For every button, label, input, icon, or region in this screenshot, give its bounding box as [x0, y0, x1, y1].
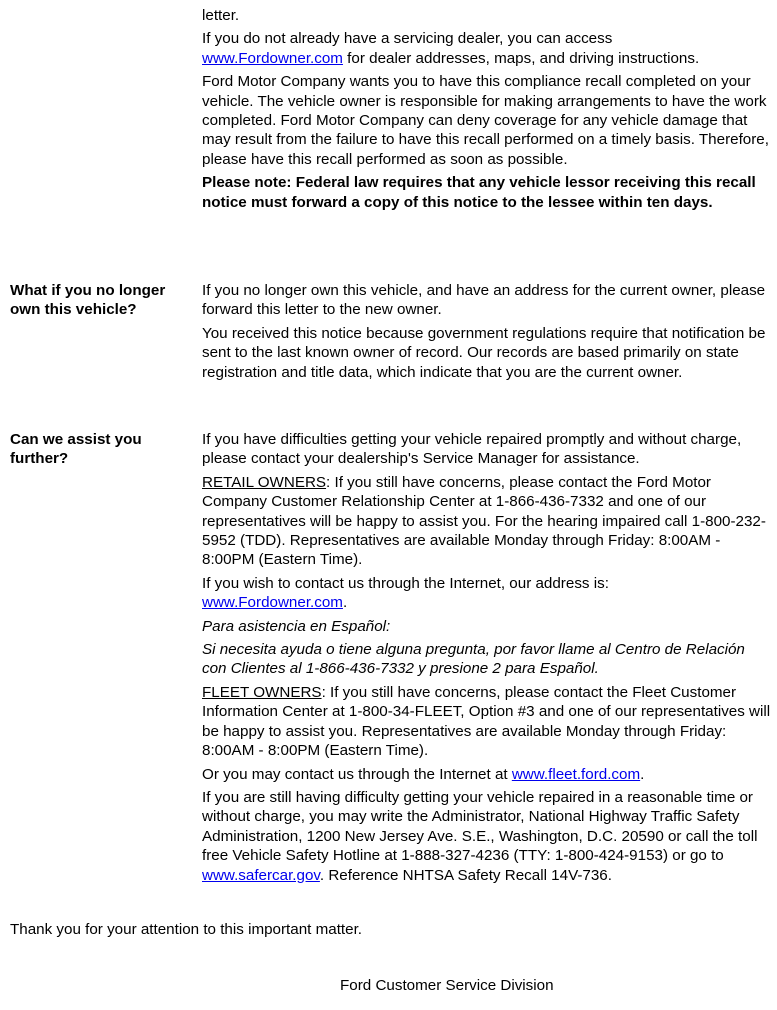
safercar-link[interactable]: www.safercar.gov [202, 866, 320, 884]
dealer-text-after: for dealer addresses, maps, and driving instructions. [342, 49, 700, 67]
internet-paragraph [202, 574, 772, 613]
internet-after: . [342, 594, 348, 612]
retail-owners-label: RETAIL OWNERS [202, 473, 327, 491]
fleet-internet-text: Or you may contact us through the Internet at [202, 765, 512, 783]
fleet-ford-link[interactable]: www.fleet.ford.com [511, 765, 641, 783]
nhtsa-after: . Reference NHTSA Safety Recall 14V-736. [319, 866, 612, 884]
fordowner-link[interactable]: www.Fordowner.com [202, 49, 343, 67]
nhtsa-text: If you are still having difficulty getting your vehicle repaired in a reasonable time or without charge, you may write the Administrator, National Highway Traffic Safety Administration, 1200 New Jersey Ave. S.E., Washington, D.C. 20590 or call the toll free Vehicle Safety Hotline at 1-888-327-4236 (TTY: 1-800-424-9153) or go to [202, 788, 758, 865]
internet-text: If you wish to contact us through the Internet, our address is: [202, 574, 609, 592]
forward-letter-paragraph: If you no longer own this vehicle, and have an address for the current owner, please forward this letter to the new owner. [202, 282, 766, 319]
service-manager-paragraph: If you have difficulties getting your vehicle repaired promptly and without charge, please contact your dealership's Service Manager for assistance. [202, 431, 742, 468]
recall-instructions-block [202, 6, 772, 212]
no-longer-own-block [202, 281, 772, 382]
retail-owners-paragraph [202, 473, 772, 570]
dealer-text: If you do not already have a servicing dealer, you can access [202, 30, 613, 48]
assist-block [202, 430, 772, 885]
spanish-paragraph: Si necesita ayuda o tiene alguna pregunta, por favor llame al Centro de Relación con Clientes al 1-866-436-7332 y presione 2 para Español. [202, 641, 745, 678]
fleet-owners-label: FLEET OWNERS [202, 683, 322, 701]
nhtsa-paragraph [202, 788, 772, 885]
fleet-internet-after: . [640, 765, 645, 783]
section-heading-assist: Can we assist you further? [10, 431, 142, 468]
fleet-owners-paragraph [202, 683, 772, 761]
retail-owners-text: : If you still have concerns, please contact the Ford Motor Company Customer Relationship Center at 1-866-436-7332 and one of our representatives will be happy to assist you. For the hearing impaired call 1-800-232-5952 (TDD). Representatives are available Monday through Friday: 8:00AM - 8:00PM (Eastern Time). [202, 473, 766, 569]
dealer-paragraph [202, 29, 772, 68]
section-heading-no-longer-own: What if you no longer own this vehicle? [10, 282, 166, 319]
regulation-paragraph: You received this notice because government regulations require that notification be sent to the last known owner of record. Our records are based primarily on state registration and title data, which indicate that you are the current owner. [202, 324, 766, 381]
fleet-internet-paragraph [202, 765, 772, 784]
signature: Ford Customer Service Division [340, 977, 554, 994]
spanish-title: Para asistencia en Español: [202, 617, 391, 635]
fleet-owners-text: : If you still have concerns, please contact the Fleet Customer Information Center at 1-800-34-FLEET, Option #3 and one of our representatives will be happy to assist you. Representatives are available Monday through Friday: 8:00AM - 8:00PM (Eastern Time). [202, 683, 771, 760]
compliance-paragraph: Ford Motor Company wants you to have this compliance recall completed on your vehicle. The vehicle owner is responsible for making arrangements to have the work completed. Ford Motor Company can deny coverage for any vehicle damage that may result from the failure to have this recall performed on a timely basis. Therefore, please have this recall performed as soon as possible. [202, 73, 769, 168]
lessor-note: Please note: Federal law requires that any vehicle lessor receiving this recall notice must forward a copy of this notice to the lessee within ten days. [202, 174, 756, 211]
letter-fragment: letter. [202, 7, 240, 24]
closing-line: Thank you for your attention to this important matter. [10, 921, 363, 938]
fordowner-link-2[interactable]: www.Fordowner.com [202, 594, 343, 612]
